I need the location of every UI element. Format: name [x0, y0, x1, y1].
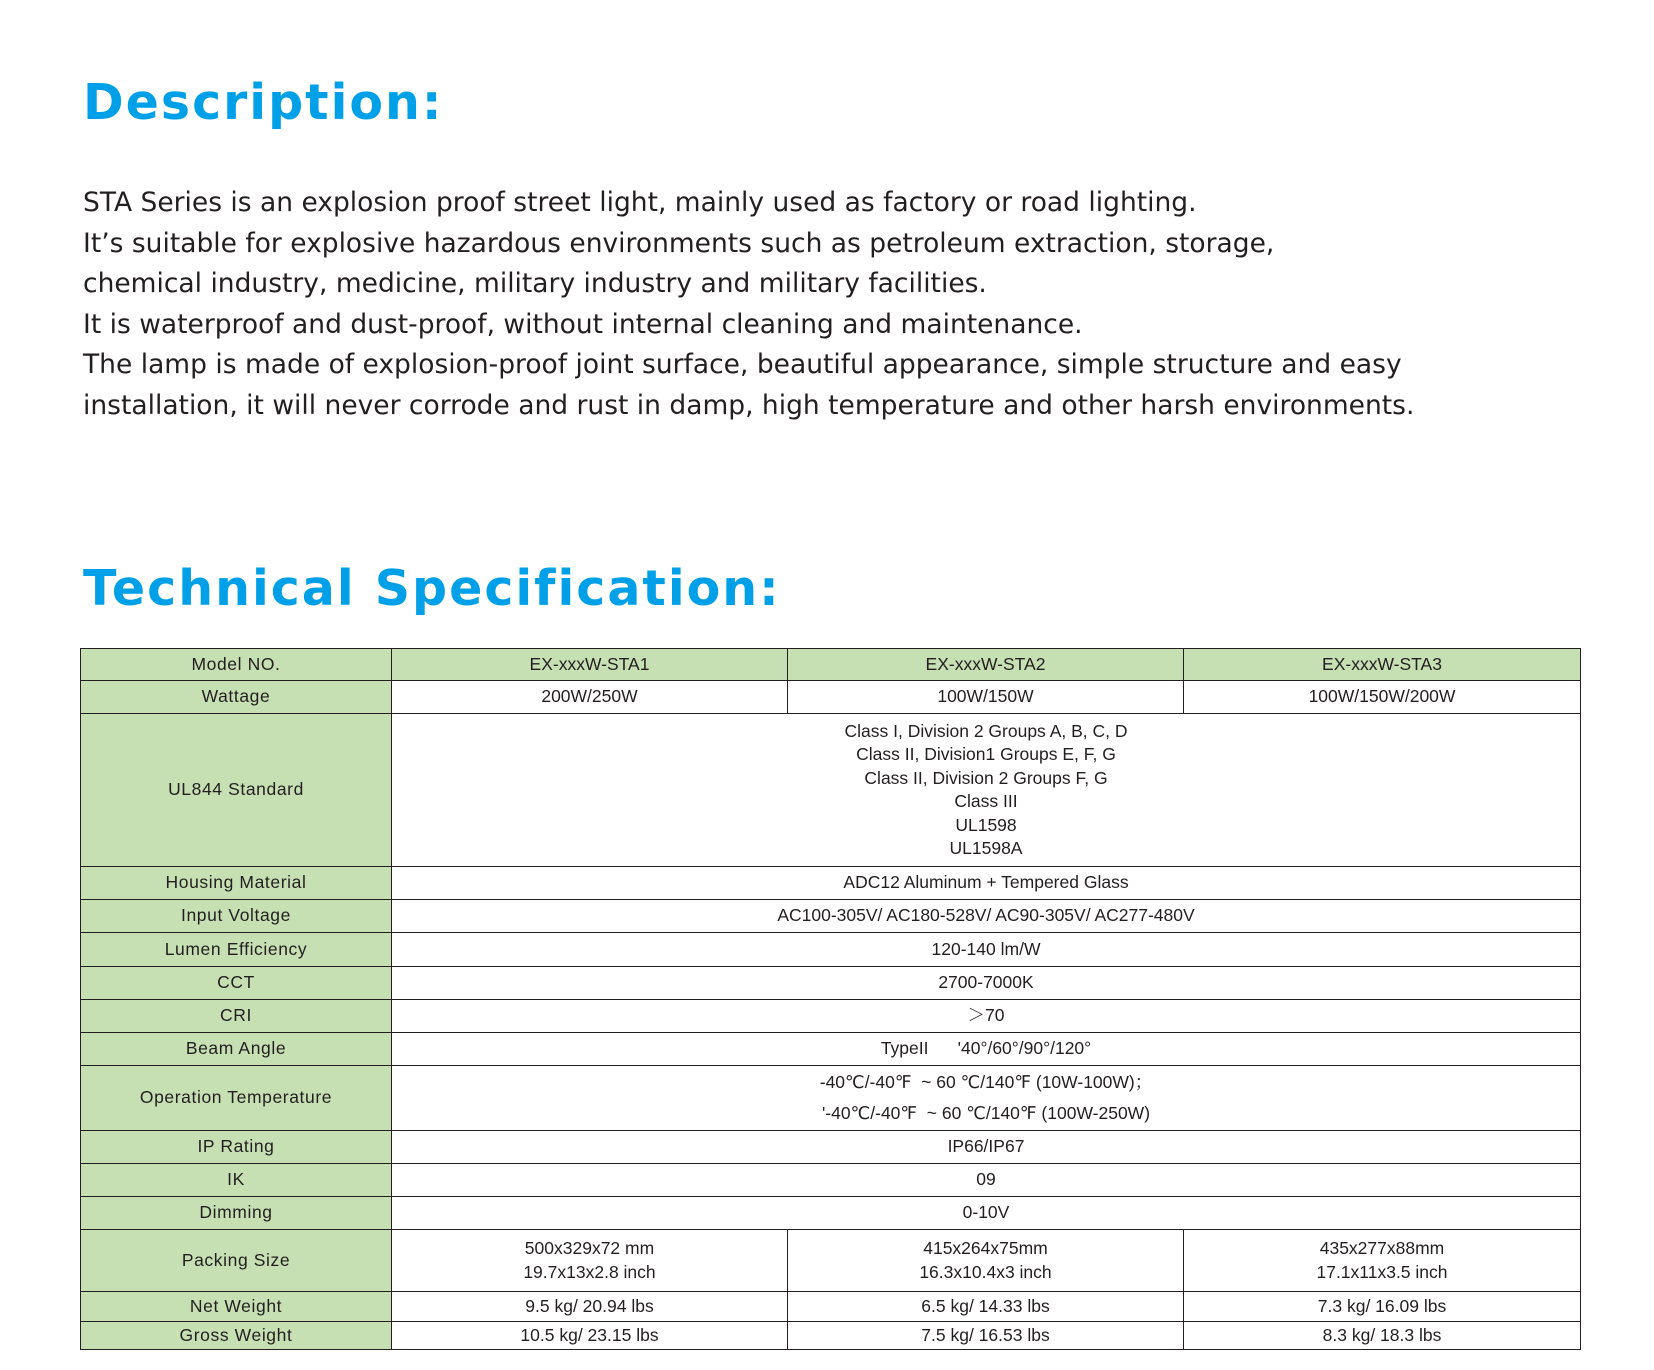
packing-inch: 16.3x10.4x3 inch — [919, 1261, 1052, 1282]
model-sta2: EX-xxxW-STA2 — [788, 649, 1184, 681]
label-input-voltage: Input Voltage — [81, 900, 392, 933]
net-weight-sta2: 6.5 kg/ 14.33 lbs — [788, 1292, 1184, 1322]
model-sta3: EX-xxxW-STA3 — [1184, 649, 1581, 681]
row-op-temp — [81, 1066, 1581, 1131]
description-line: The lamp is made of explosion-proof joint surface, beautiful appearance, simple structure and easy — [83, 349, 1402, 381]
net-weight-sta1: 9.5 kg/ 20.94 lbs — [392, 1292, 788, 1322]
label-cct: CCT — [81, 967, 392, 1000]
label-ip-rating: IP Rating — [81, 1131, 392, 1164]
row-ik — [81, 1164, 1581, 1197]
packing-sta1 — [392, 1230, 788, 1292]
packing-mm: 500x329x72 mm — [524, 1238, 655, 1258]
description-body — [83, 183, 1603, 427]
row-cct — [81, 967, 1581, 1000]
row-dimming — [81, 1197, 1581, 1230]
description-line: It is waterproof and dust-proof, without internal cleaning and maintenance. — [83, 308, 1083, 340]
description-line: STA Series is an explosion proof street light, mainly used as factory or road lighting. — [83, 187, 1197, 218]
spec-heading: Technical Specification: — [83, 560, 781, 617]
net-weight-sta3: 7.3 kg/ 16.09 lbs — [1184, 1292, 1581, 1322]
label-gross-weight: Gross Weight — [81, 1322, 392, 1350]
packing-mm: 415x264x75mm — [923, 1238, 1048, 1258]
label-lumen: Lumen Efficiency — [81, 933, 392, 967]
packing-inch: 19.7x13x2.8 inch — [523, 1261, 656, 1282]
label-ik: IK — [81, 1164, 392, 1197]
lumen-value: 120-140 lm/W — [392, 933, 1581, 967]
label-model: Model NO. — [81, 649, 392, 681]
input-voltage-value: AC100-305V/ AC180-528V/ AC90-305V/ AC277-480V — [392, 900, 1581, 933]
packing-sta2 — [788, 1230, 1184, 1292]
dimming-value: 0-10V — [392, 1197, 1581, 1230]
description-heading: Description: — [83, 74, 444, 131]
cri-value: ＞70 — [392, 1000, 1581, 1033]
ik-value: 09 — [392, 1164, 1581, 1197]
packing-inch: 17.1x11x3.5 inch — [1316, 1261, 1448, 1282]
ip-rating-value: IP66/IP67 — [392, 1131, 1581, 1164]
row-cri — [81, 1000, 1581, 1033]
gross-weight-sta1: 10.5 kg/ 23.15 lbs — [392, 1322, 788, 1350]
label-packing: Packing Size — [81, 1230, 392, 1292]
op-temp-line: '-40℃/-40℉ ~ 60 ℃/140℉ (100W-250W) — [821, 1103, 1151, 1123]
label-wattage: Wattage — [81, 681, 392, 714]
label-op-temp: Operation Temperature — [81, 1066, 392, 1131]
ul844-line: Class II, Division 2 Groups F, G — [864, 767, 1108, 788]
housing-value: ADC12 Aluminum + Tempered Glass — [392, 867, 1581, 900]
row-gross-weight — [81, 1322, 1581, 1350]
row-beam-angle — [81, 1033, 1581, 1066]
row-ul844 — [81, 714, 1581, 867]
row-ip-rating — [81, 1131, 1581, 1164]
row-lumen — [81, 933, 1581, 967]
label-beam-angle: Beam Angle — [81, 1033, 392, 1066]
ul844-line: UL1598 — [955, 814, 1017, 835]
label-net-weight: Net Weight — [81, 1292, 392, 1322]
packing-mm: 435x277x88mm — [1319, 1238, 1445, 1258]
gross-weight-sta2: 7.5 kg/ 16.53 lbs — [788, 1322, 1184, 1350]
wattage-sta2: 100W/150W — [788, 681, 1184, 714]
row-housing — [81, 867, 1581, 900]
wattage-sta3: 100W/150W/200W — [1184, 681, 1581, 714]
packing-sta3 — [1184, 1230, 1581, 1292]
op-temp-line: -40℃/-40℉ ~ 60 ℃/140℉ (10W-100W)； — [819, 1072, 1153, 1092]
label-housing: Housing Material — [81, 867, 392, 900]
model-sta1: EX-xxxW-STA1 — [392, 649, 788, 681]
ul844-value — [392, 714, 1581, 867]
beam-angle-value: TypeII '40°/60°/90°/120° — [392, 1033, 1581, 1066]
ul844-line: Class I, Division 2 Groups A, B, C, D — [844, 720, 1128, 741]
cct-value: 2700-7000K — [392, 967, 1581, 1000]
description-line: installation, it will never corrode and rust in damp, high temperature and other harsh environments. — [83, 389, 1415, 421]
description-line: It’s suitable for explosive hazardous environments such as petroleum extraction, storage, — [83, 227, 1275, 259]
description-line: chemical industry, medicine, military industry and military facilities. — [83, 268, 987, 300]
row-input-voltage — [81, 900, 1581, 933]
row-net-weight — [81, 1292, 1581, 1322]
op-temp-value — [392, 1066, 1581, 1131]
spec-table — [80, 648, 1581, 1350]
gross-weight-sta3: 8.3 kg/ 18.3 lbs — [1184, 1322, 1581, 1350]
label-ul844: UL844 Standard — [81, 714, 392, 867]
row-packing — [81, 1230, 1581, 1292]
row-model — [81, 649, 1581, 681]
row-wattage — [81, 681, 1581, 714]
label-dimming: Dimming — [81, 1197, 392, 1230]
wattage-sta1: 200W/250W — [392, 681, 788, 714]
ul844-line: Class III — [954, 791, 1018, 811]
ul844-line: Class II, Division1 Groups E, F, G — [856, 744, 1116, 764]
label-cri: CRI — [81, 1000, 392, 1033]
ul844-line: UL1598A — [949, 838, 1023, 858]
